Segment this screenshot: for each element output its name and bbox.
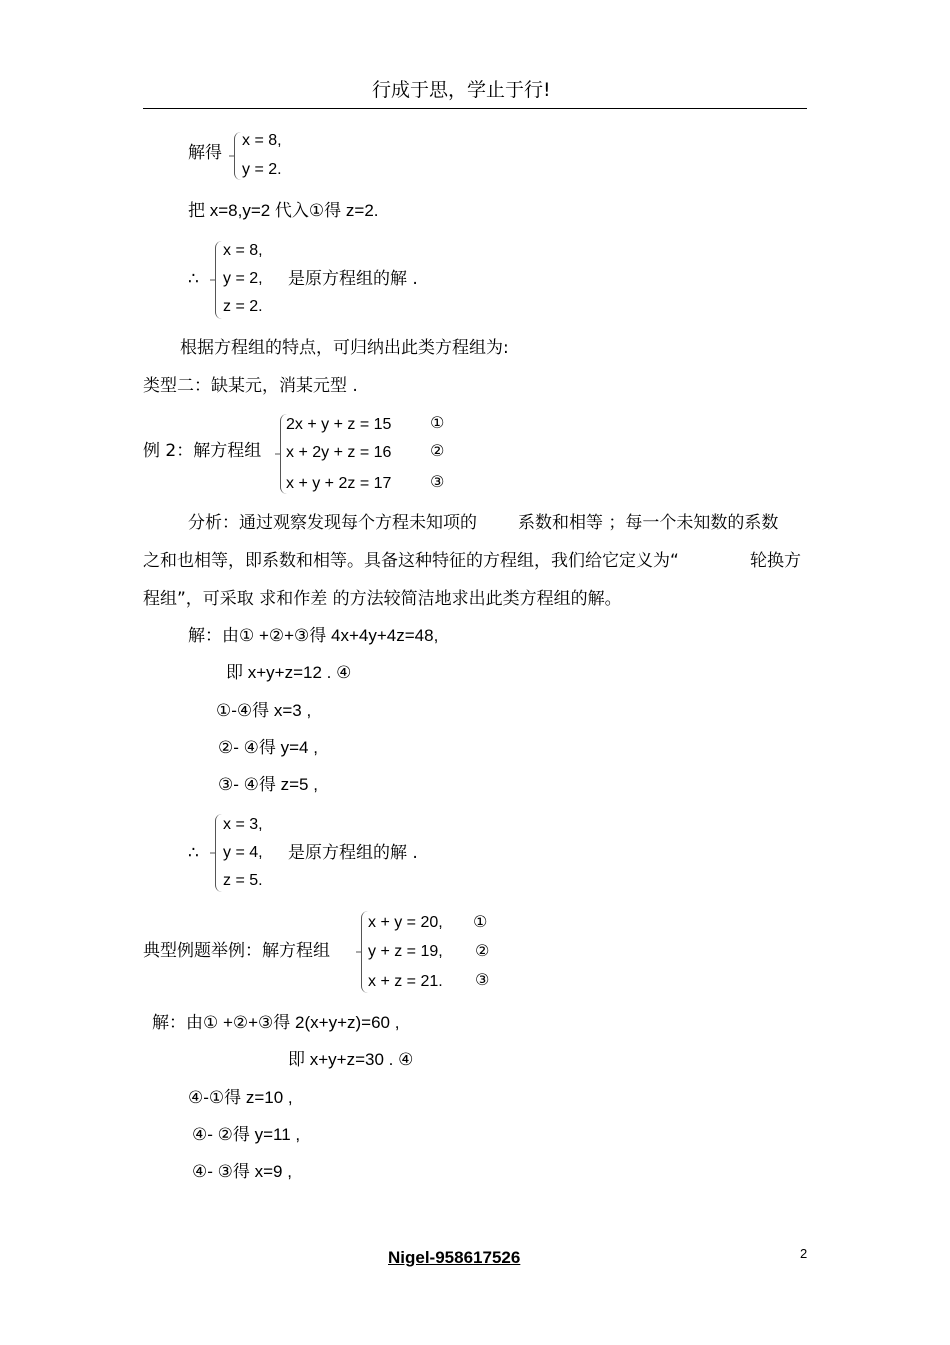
solution-step: ①-④得 x=3 , — [216, 701, 312, 720]
equation-marker: ③ — [475, 970, 490, 989]
substitution-line: 把 x=8,y=2 代入①得 z=2. — [188, 201, 379, 220]
equation: x = 3, — [223, 816, 263, 833]
block1-label: 解得 — [188, 143, 222, 163]
solution-suffix: 是原方程组的解 . — [288, 843, 418, 863]
analysis-line: 程组”，可采取 求和作差 的方法较简洁地求出此类方程组的解。 — [143, 589, 622, 609]
solution-step: ④- ②得 y=11 , — [192, 1125, 301, 1144]
equation-marker: ① — [473, 912, 488, 931]
brace — [215, 814, 222, 892]
header-divider — [143, 108, 807, 109]
equation: x + y + 2z = 17 — [286, 475, 392, 492]
equation: 2x + y + z = 15 — [286, 416, 392, 433]
equation-marker: ② — [475, 941, 490, 960]
page-header-title: 行成于思，学止于行! — [372, 79, 551, 101]
equation: x = 8, — [223, 242, 263, 259]
equation: x = 8, — [242, 132, 282, 149]
equation: y + z = 19, — [368, 943, 443, 960]
page-number: 2 — [800, 1246, 808, 1261]
equation-marker: ① — [430, 413, 445, 432]
brace — [234, 132, 241, 180]
equation-marker: ③ — [430, 472, 445, 491]
solution-step: 解：由① +②+③得 2(x+y+z)=60 , — [152, 1013, 400, 1032]
solution-step: ③- ④得 z=5 , — [218, 775, 318, 794]
example2-label: 例 2：解方程组 — [143, 441, 262, 461]
analysis-line: 之和也相等，即系数和相等。具备这种特征的方程组，我们给它定义为“ — [143, 551, 679, 571]
therefore-symbol: ∴ — [188, 269, 199, 289]
footer-text: Nigel-958617526 — [388, 1248, 521, 1267]
solution-step: 即 x+y+z=30 . ④ — [288, 1050, 414, 1069]
solution-step: ②- ④得 y=4 , — [218, 738, 318, 757]
brace — [215, 241, 222, 319]
solution-suffix: 是原方程组的解 . — [288, 269, 418, 289]
equation: x + z = 21. — [368, 973, 443, 990]
equation-marker: ② — [430, 441, 445, 460]
solution-step: 即 x+y+z=12 . ④ — [226, 663, 352, 682]
therefore-symbol: ∴ — [188, 843, 199, 863]
equation: x + 2y + z = 16 — [286, 444, 392, 461]
equation: y = 2. — [242, 161, 282, 178]
equation: x + y = 20, — [368, 914, 443, 931]
summary-text: 根据方程组的特点，可归纳出此类方程组为: — [180, 338, 509, 358]
equation: y = 2, — [223, 270, 263, 287]
solution-step: ④-①得 z=10 , — [188, 1088, 293, 1107]
type-heading: 类型二：缺某元，消某元型 . — [143, 376, 358, 396]
analysis-line: 分析：通过观察发现每个方程未知项的 — [188, 513, 477, 533]
analysis-line: 轮换方 — [750, 551, 801, 571]
solution-step: ④- ③得 x=9 , — [192, 1162, 292, 1181]
typical-example-label: 典型例题举例：解方程组 — [143, 941, 330, 961]
brace — [361, 911, 368, 993]
analysis-line: 系数和相等 ；每一个未知数的系数 — [518, 513, 779, 533]
solution-step: 解：由① +②+③得 4x+4y+4z=48, — [188, 626, 439, 645]
equation: z = 5. — [223, 872, 263, 889]
equation: y = 4, — [223, 844, 263, 861]
equation: z = 2. — [223, 298, 263, 315]
